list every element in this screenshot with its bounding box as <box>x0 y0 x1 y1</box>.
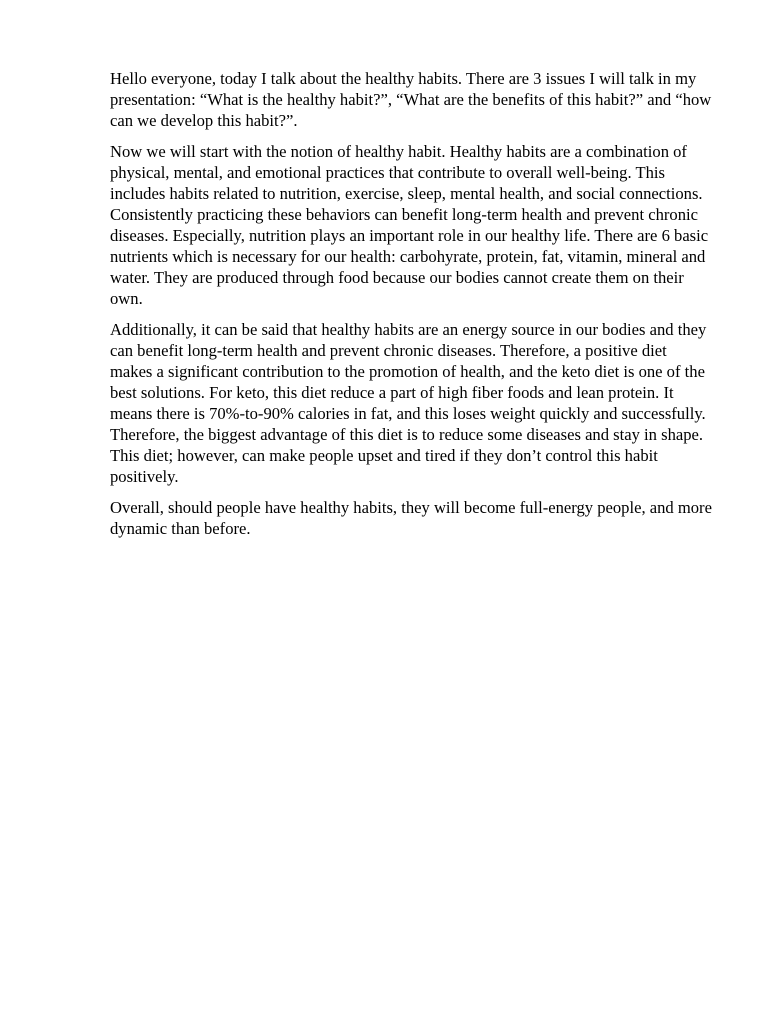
paragraph-healthy-habit-notion: Now we will start with the notion of healthy habit. Healthy habits are a combination of physical, mental, and emotional practices that contribute to overall well-being. This includes habits related to nutrition, exercise, sleep, mental health, and social connections. Consistently practicing these behaviors can benefit long-term health and prevent chronic diseases. Especially, nutrition plays an important role in our healthy life. There are 6 basic nutrients which is necessary for our health: carbohyrate, protein, fat, vitamin, mineral and water. They are produced through food because our bodies cannot create them on their own. <box>110 142 709 308</box>
paragraph-introduction: Hello everyone, today I talk about the healthy habits. There are 3 issues I will talk in my presentation: “What is the healthy habit?”, “What are the benefits of this habit?” and “how can we develop this habit?”. <box>110 69 712 130</box>
paragraph-benefits-keto: Additionally, it can be said that healthy habits are an energy source in our bodies and they can benefit long-term health and prevent chronic diseases. Therefore, a positive diet makes a significant contribution to the promotion of health, and the keto diet is one of the best solutions. For keto, this diet reduce a part of high fiber foods and lean protein. It means there is 70%-to-90% calories in fat, and this loses weight quickly and successfully. Therefore, the biggest advantage of this diet is to reduce some diseases and stay in shape. This diet; however, can make people upset and tired if they don’t control this habit positively. <box>110 320 707 486</box>
paragraph-conclusion: Overall, should people have healthy habits, they will become full-energy people, and more dynamic than before. <box>110 498 712 538</box>
